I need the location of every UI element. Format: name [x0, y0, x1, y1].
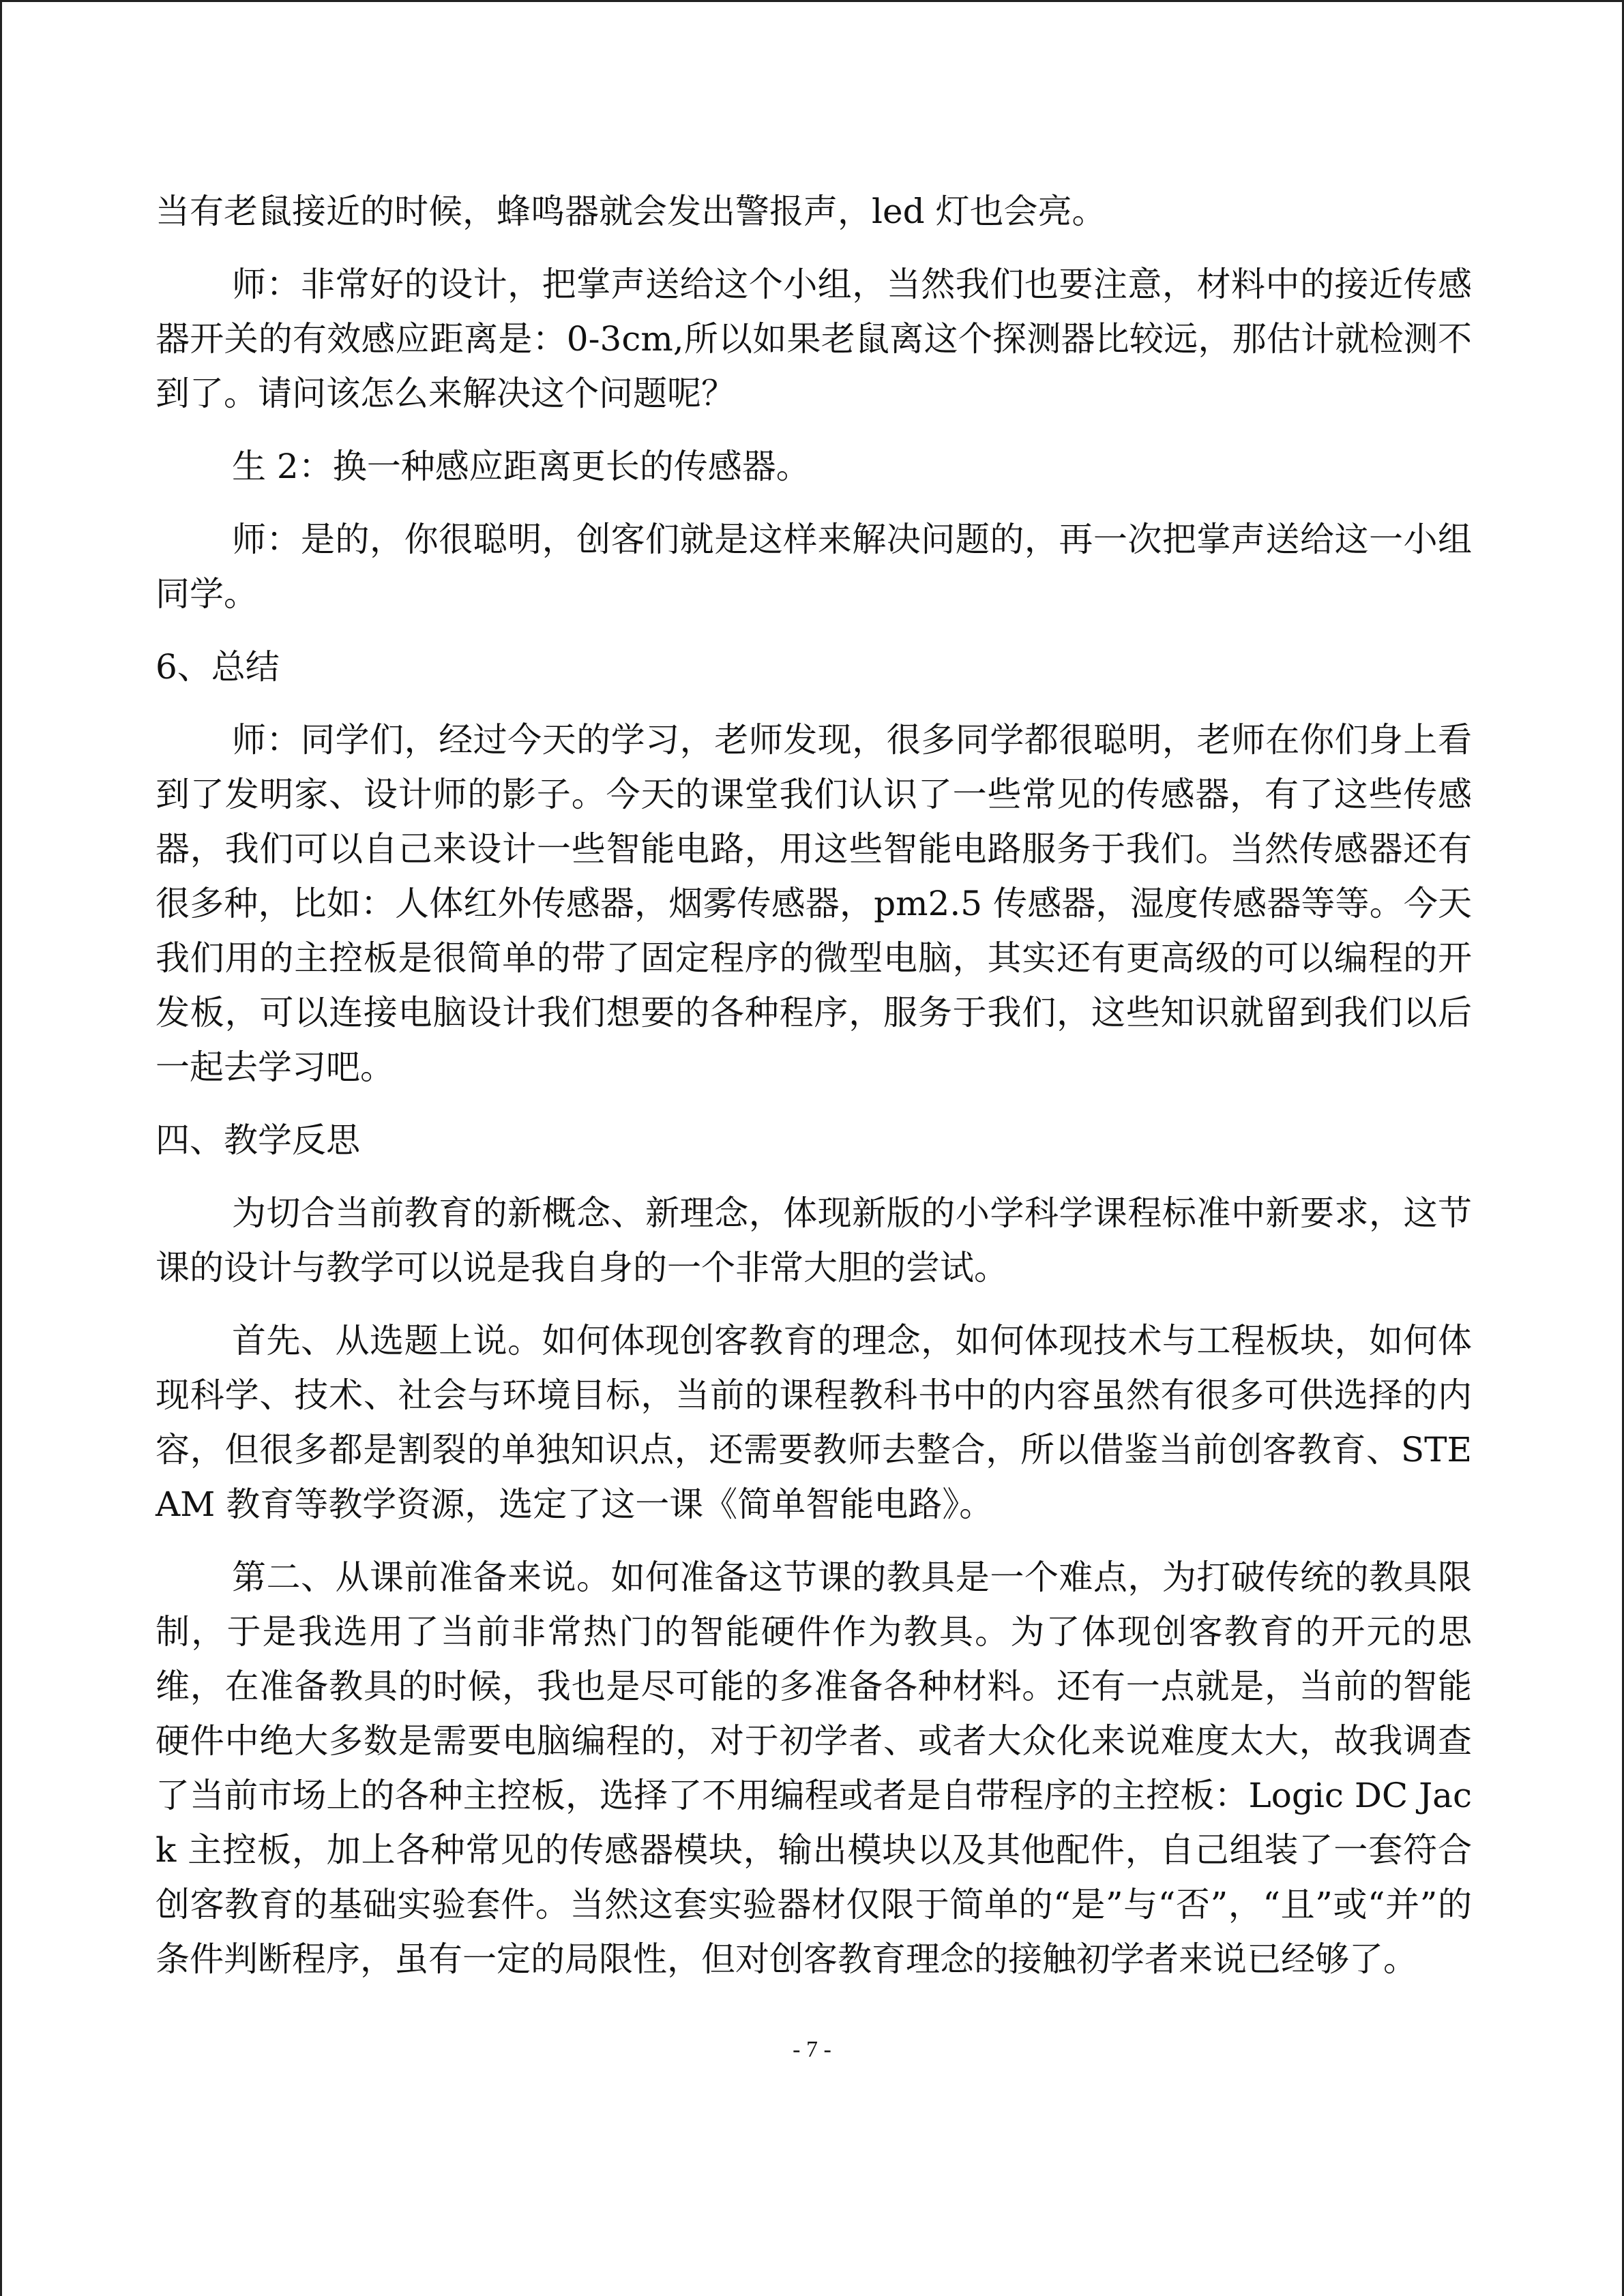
paragraph-topic-selection: 首先、从选题上说。如何体现创客教育的理念，如何体现技术与工程板块，如何体现科学、技术、社会与环境目标，当前的课程教科书中的内容虽然有很多可供选择的内容，但很多都是割裂的单独知识点，还需要教师去整合，所以借鉴当前创客教育、STEAM 教育等教学资源，选定了这一课《简单智能电路》。: [156, 1321, 1472, 1524]
paragraph-student-answer: 生 2：换一种感应距离更长的传感器。: [232, 447, 810, 486]
paragraph-preparation: 第二、从课前准备来说。如何准备这节课的教具是一个难点，为打破传统的教具限制，于是我选用了当前非常热门的智能硬件作为教具。为了体现创客教育的开元的思维，在准备教具的时候，我也是尽可能的多准备各种材料。还有一点就是，当前的智能硬件中绝大多数是需要电脑编程的，对于初学者、或者大众化来说难度太大，故我调查了当前市场上的各种主控板，选择了不用编程或者是自带程序的主控板：Logic DC Jack 主控板，加上各种常见的传感器模块，输出模块以及其他配件，自己组装了一套符合创客教育的基础实验套件。当然这套实验器材仅限于简单的“是”与“否”，“且”或“并”的条件判断程序，虽有一定的局限性，但对创客教育理念的接触初学者来说已经够了。: [156, 1557, 1472, 1979]
section-heading-summary: 6、总结: [156, 647, 280, 687]
page-number: - 7 -: [793, 2037, 831, 2062]
section-heading-reflection: 四、教学反思: [156, 1120, 360, 1160]
paragraph-teacher-remark: 师：非常好的设计，把掌声送给这个小组，当然我们也要注意，材料中的接近传感器开关的有效感应距离是：0-3cm,所以如果老鼠离这个探测器比较远，那估计就检测不到了。请问该怎么来解决这个问题呢？: [156, 265, 1472, 413]
paragraph-continuation: 当有老鼠接近的时候，蜂鸣器就会发出警报声，led 灯也会亮。: [156, 192, 1106, 231]
paragraph-summary: 师：同学们，经过今天的学习，老师发现，很多同学都很聪明，老师在你们身上看到了发明家、设计师的影子。今天的课堂我们认识了一些常见的传感器，有了这些传感器，我们可以自己来设计一些智能电路，用这些智能电路服务于我们。当然传感器还有很多种，比如：人体红外传感器，烟雾传感器，pm2.5 传感器，湿度传感器等等。今天我们用的主控板是很简单的带了固定程序的微型电脑，其实还有更高级的可以编程的开发板，可以连接电脑设计我们想要的各种程序，服务于我们，这些知识就留到我们以后一起去学习吧。: [156, 720, 1472, 1087]
paragraph-reflection-intro: 为切合当前教育的新概念、新理念，体现新版的小学科学课程标准中新要求，这节课的设计与教学可以说是我自身的一个非常大胆的尝试。: [156, 1193, 1472, 1287]
document-body: [156, 184, 1472, 2005]
paragraph-teacher-praise: 师：是的，你很聪明，创客们就是这样来解决问题的，再一次把掌声送给这一小组同学。: [156, 520, 1472, 614]
